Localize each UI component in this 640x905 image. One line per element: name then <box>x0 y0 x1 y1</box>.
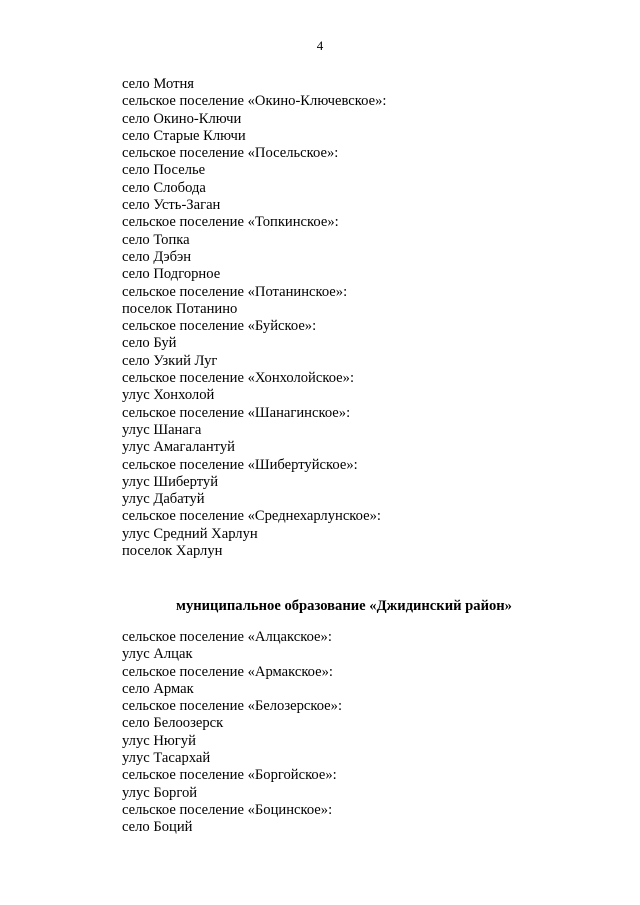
list-item: село Усть-Заган <box>122 197 221 214</box>
list-item: сельское поселение «Посельское»: <box>122 145 339 162</box>
list-item: село Поселье <box>122 162 206 179</box>
list-item: село Окино-Ключи <box>122 110 242 127</box>
settlement-list-1 <box>122 76 386 560</box>
list-item: сельское поселение «Алцакское»: <box>122 629 332 645</box>
list-item: сельское поселение «Шанагинское»: <box>122 404 351 421</box>
list-item: улус Амагалантуй <box>122 439 235 456</box>
list-item: село Армак <box>122 680 194 697</box>
list-item: село Подгорное <box>122 266 221 283</box>
list-item: село Старые Ключи <box>122 127 246 144</box>
list-item: село Узкий Луг <box>122 352 218 369</box>
list-item: сельское поселение «Окино-Ключевское»: <box>122 93 387 110</box>
list-item: село Слобода <box>122 179 206 196</box>
page-number: 4 <box>316 38 324 53</box>
list-item: сельское поселение «Белозерское»: <box>122 698 343 715</box>
list-item: сельское поселение «Боргойское»: <box>122 767 337 784</box>
list-item: улус Тасархай <box>122 750 211 767</box>
list-item: поселок Потанино <box>122 300 238 317</box>
list-item: улус Шанага <box>122 421 202 438</box>
list-item: улус Шибертуй <box>122 473 218 490</box>
list-item: поселок Харлун <box>122 543 223 560</box>
list-item: улус Нюгуй <box>122 732 196 749</box>
settlement-list-2 <box>122 629 342 837</box>
list-item: сельское поселение «Шибертуйское»: <box>122 456 358 473</box>
list-item: село Дэбэн <box>122 248 192 265</box>
list-item: село Топка <box>122 231 190 248</box>
list-item: сельское поселение «Топкинское»: <box>122 214 339 231</box>
list-item: сельское поселение «Потанинское»: <box>122 283 348 300</box>
list-item: село Белоозерск <box>122 715 224 732</box>
list-item: сельское поселение «Хонхолойское»: <box>122 370 354 387</box>
list-item: улус Дабатуй <box>122 491 205 508</box>
list-item: улус Хонхолой <box>122 387 215 404</box>
list-item: село Боций <box>122 819 193 836</box>
list-item: село Мотня <box>122 76 194 92</box>
list-item: сельское поселение «Армакское»: <box>122 663 333 680</box>
list-item: село Буй <box>122 335 177 352</box>
list-item: улус Боргой <box>122 784 198 801</box>
list-item: сельское поселение «Буйское»: <box>122 318 317 335</box>
list-item: сельское поселение «Боцинское»: <box>122 801 333 818</box>
list-item: сельское поселение «Среднехарлунское»: <box>122 508 381 525</box>
list-item: улус Средний Харлун <box>122 525 258 542</box>
section-heading: муниципальное образование «Джидинский район» <box>176 598 512 614</box>
list-item: улус Алцак <box>122 646 193 663</box>
